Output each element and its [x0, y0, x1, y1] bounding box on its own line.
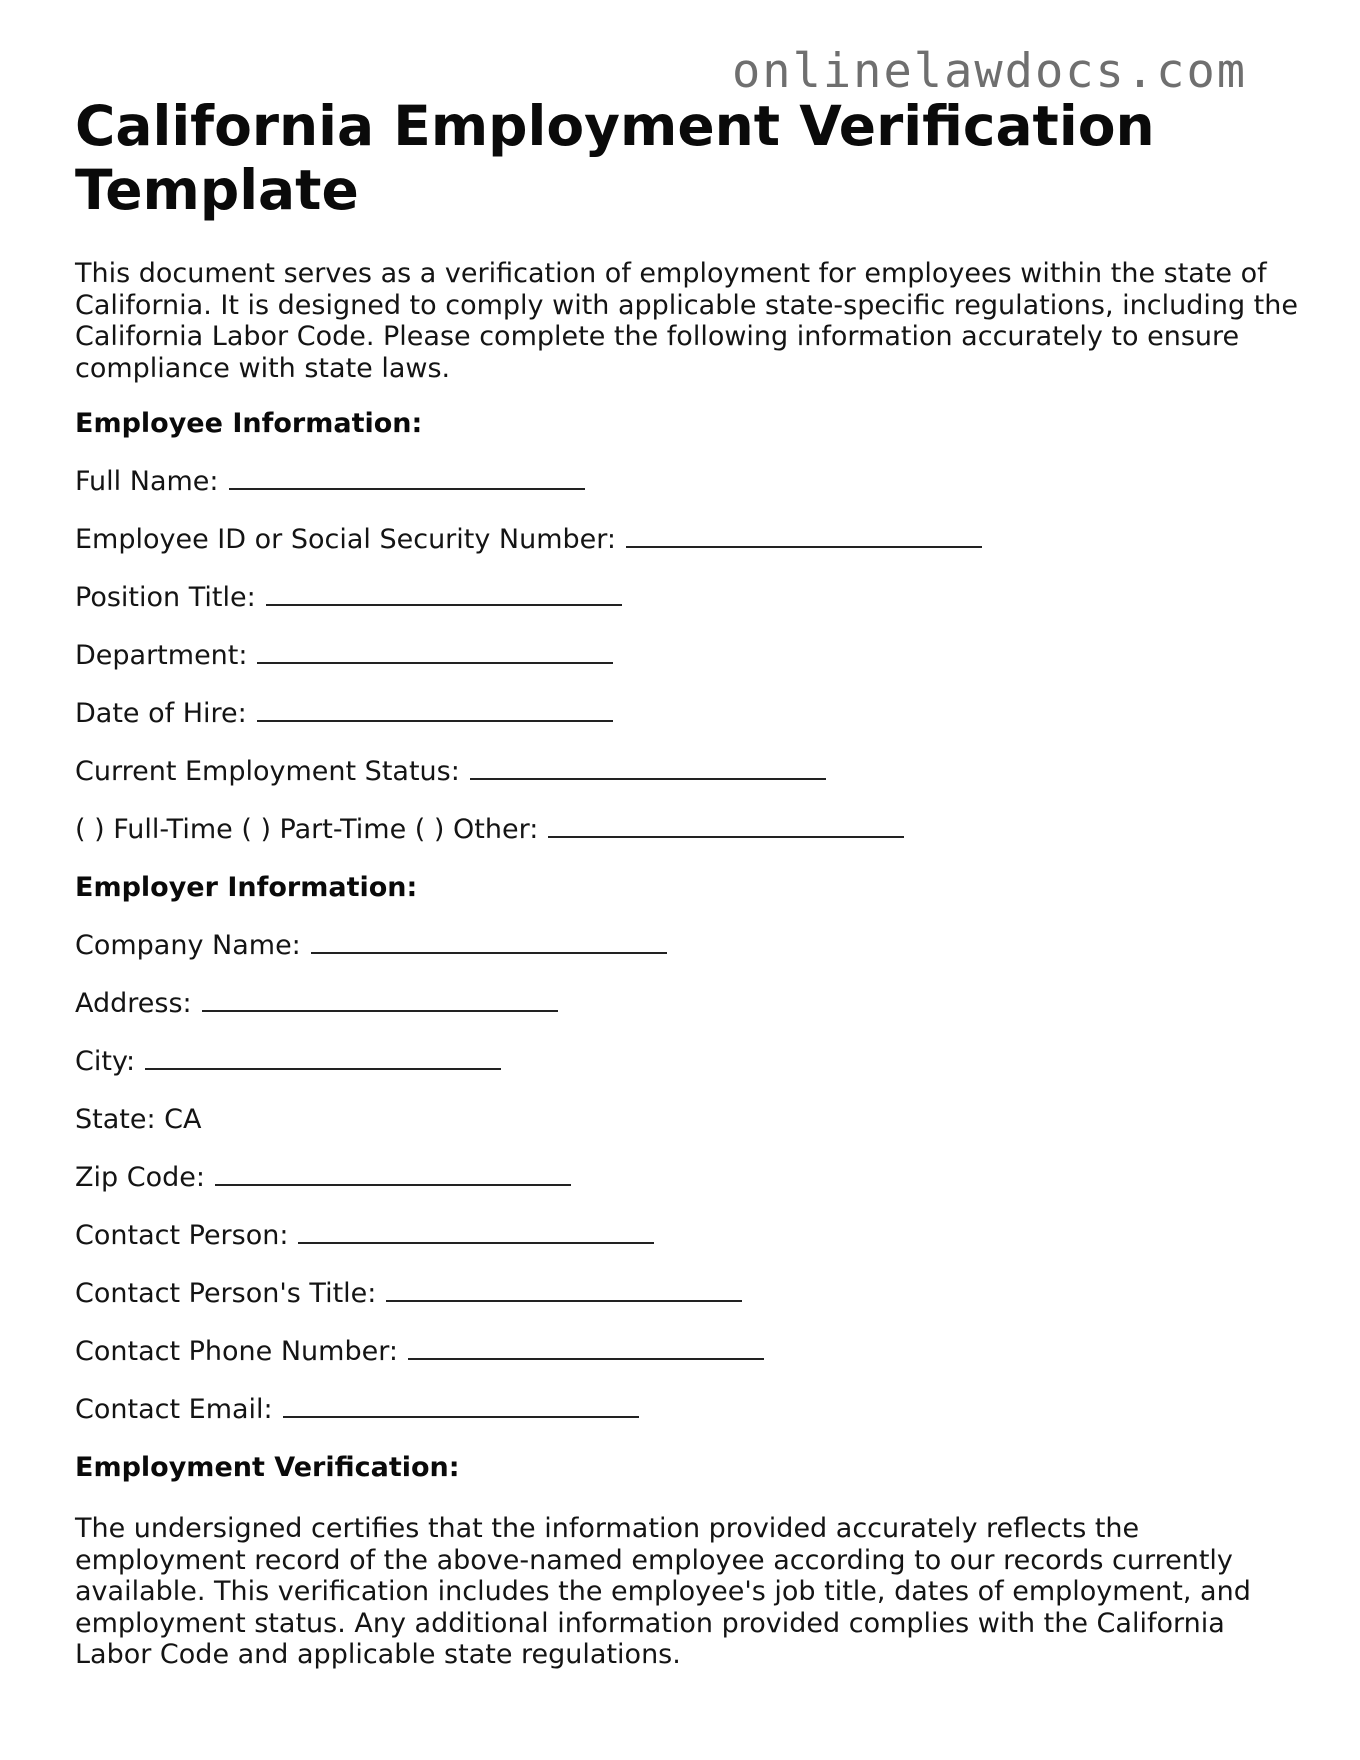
contact-title-label: Contact Person's Title:: [75, 1278, 377, 1309]
employer-info-heading: Employer Information:: [75, 872, 418, 903]
address-field[interactable]: [202, 1010, 558, 1012]
full-name-row: [75, 466, 585, 497]
zip-code-field[interactable]: [215, 1184, 571, 1186]
contact-title-row: [75, 1278, 742, 1309]
position-title-label: Position Title:: [75, 582, 256, 613]
full-name-label: Full Name:: [75, 466, 219, 497]
state-label: State: CA: [75, 1104, 202, 1135]
address-label: Address:: [75, 988, 192, 1019]
city-row: [75, 1046, 501, 1077]
status-options-label[interactable]: ( ) Full-Time ( ) Part-Time ( ) Other:: [75, 814, 539, 845]
verification-paragraph: The undersigned certifies that the information provided accurately reflects the employment record of the above-named employee according to our records currently available. This verification includes the employee's job title, dates of employment, and employment status. Any additional information provided complies with the California Labor Code and applicable state regulations.: [75, 1513, 1251, 1670]
contact-email-label: Contact Email:: [75, 1394, 273, 1425]
state-row: [75, 1104, 201, 1135]
employee-info-heading: Employee Information:: [75, 408, 423, 439]
contact-phone-field[interactable]: [408, 1358, 764, 1360]
zip-code-row: [75, 1162, 571, 1193]
contact-phone-label: Contact Phone Number:: [75, 1336, 398, 1367]
position-title-row: [75, 582, 622, 613]
date-of-hire-row: [75, 698, 613, 729]
date-of-hire-field[interactable]: [257, 720, 613, 722]
city-label: City:: [75, 1046, 136, 1077]
address-row: [75, 988, 558, 1019]
status-options-row: [75, 814, 904, 845]
company-name-field[interactable]: [311, 952, 667, 954]
intro-paragraph: This document serves as a verification of employment for employees within the state of California. It is designed to comply with applicable state-specific regulations, including the California Labor Code. Please complete the following information accurately to ensure compliance with state laws.: [75, 258, 1298, 384]
current-status-label: Current Employment Status:: [75, 756, 460, 787]
contact-email-row: [75, 1394, 639, 1425]
employee-id-field[interactable]: [626, 546, 982, 548]
status-other-field[interactable]: [548, 836, 904, 838]
full-name-field[interactable]: [229, 488, 585, 490]
date-of-hire-label: Date of Hire:: [75, 698, 247, 729]
zip-code-label: Zip Code:: [75, 1162, 205, 1193]
contact-email-field[interactable]: [283, 1416, 639, 1418]
contact-person-field[interactable]: [298, 1242, 654, 1244]
employee-id-row: [75, 524, 982, 555]
document-title: California Employment Verification Template: [75, 94, 1155, 222]
contact-person-label: Contact Person:: [75, 1220, 289, 1251]
verification-heading: Employment Verification:: [75, 1452, 460, 1483]
contact-person-row: [75, 1220, 654, 1251]
employee-id-label: Employee ID or Social Security Number:: [75, 524, 617, 555]
current-status-row: [75, 756, 826, 787]
department-field[interactable]: [257, 662, 613, 664]
contact-title-field[interactable]: [386, 1300, 742, 1302]
current-status-field[interactable]: [470, 778, 826, 780]
company-name-row: [75, 930, 667, 961]
department-label: Department:: [75, 640, 248, 671]
city-field[interactable]: [145, 1068, 501, 1070]
department-row: [75, 640, 613, 671]
watermark: onlinelawdocs.com: [732, 44, 1248, 99]
contact-phone-row: [75, 1336, 764, 1367]
position-title-field[interactable]: [266, 604, 622, 606]
company-name-label: Company Name:: [75, 930, 301, 961]
